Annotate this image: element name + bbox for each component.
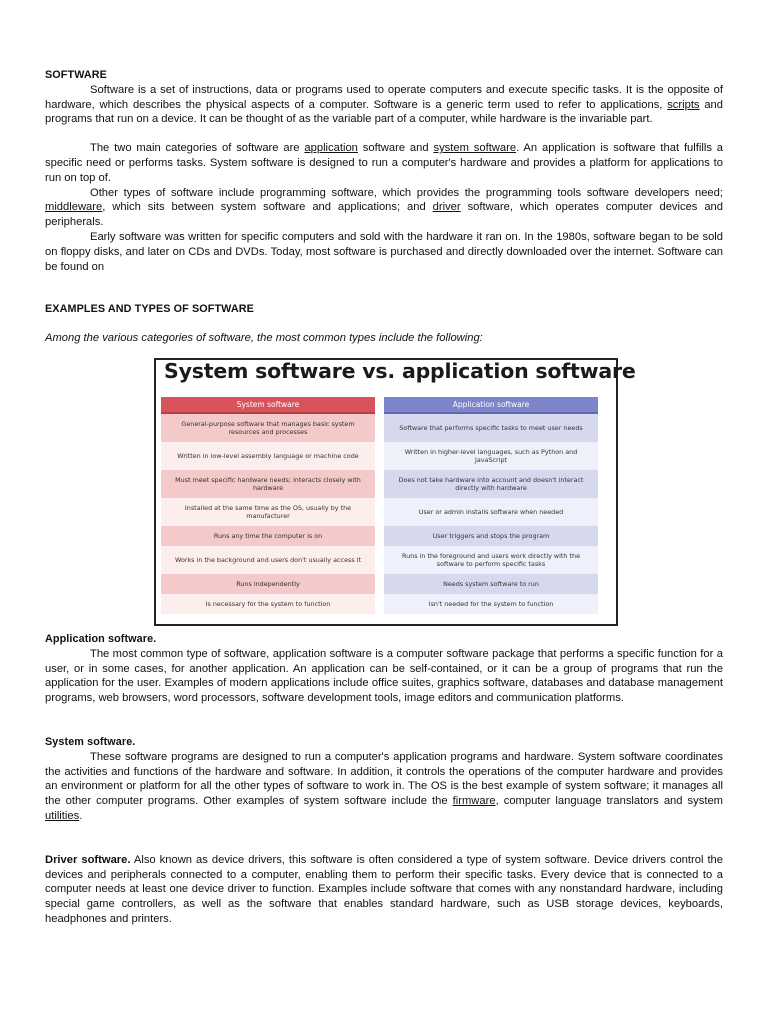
system-row-6: Works in the background and users don't usually access it [161,546,375,574]
intro-paragraph-3: Other types of software include programming software, which provides the programming tools software developers need; middleware, which sits between system software and applications; and driver software, which operates computer devices and peripherals. [45,186,724,229]
application-software-column [384,397,598,614]
system-software-header: System software [161,397,375,414]
system-row-1: General-purpose software that manages basic system resources and processes [161,414,375,442]
application-row-4: User or admin installs software when needed [384,498,598,526]
system-software-heading: System software. [45,735,136,748]
examples-lead: Among the various categories of software, the most common types include the following: [45,332,483,345]
system-row-7: Runs independently [161,574,375,594]
application-row-2: Written in higher-level languages, such as Python and JavaScript [384,442,598,470]
system-row-8: Is necessary for the system to function [161,594,375,614]
application-row-7: Needs system software to run [384,574,598,594]
system-software-link[interactable]: system software [433,142,517,155]
driver-software-heading: Driver software. [45,853,131,866]
system-row-4: Installed at the same time as the OS, usually by the manufacturer [161,498,375,526]
intro-paragraph-2: The two main categories of software are application software and system software. An application is software that fulfills a specific need or performs tasks. System software is designed to run a computer's hardware and provides a platform for applications to run on top of. [45,142,724,184]
system-software-paragraph: These software programs are designed to run a computer's application programs and hardware. System software coordinates the activities and functions of the hardware and software. In addition, it controls the operations of the computer hardware and provides an environment or platform for all the other types of software to work in. The OS is the best example of system software; it manages all the other computer programs. Other examples of system software include the firmware, computer language translators and system utilities. [45,750,723,822]
firmware-link[interactable]: firmware [452,795,496,808]
examples-heading: EXAMPLES AND TYPES OF SOFTWARE [45,303,254,316]
comparison-figure [154,358,636,626]
application-row-3: Does not take hardware into account and doesn't interact directly with hardware [384,470,598,498]
utilities-link[interactable]: utilities [45,809,80,822]
application-row-1: Software that performs specific tasks to meet user needs [384,414,598,442]
driver-link[interactable]: driver [432,201,461,214]
middleware-link[interactable]: middleware [45,201,103,214]
application-software-heading: Application software. [45,632,157,645]
application-link[interactable]: application [304,142,358,155]
system-row-5: Runs any time the computer is on [161,526,375,546]
application-row-5: User triggers and stops the program [384,526,598,546]
intro-paragraph-1: Software is a set of instructions, data or programs used to operate computers and execute specific tasks. It is the opposite of hardware, which describes the physical aspects of a computer. Software is a generic term used to refer to applications, scripts and programs that run on a device. It can be thought of as the variable part of a computer, while hardware is the invariable part. [45,83,723,126]
system-row-2: Written in low-level assembly language or machine code [161,442,375,470]
scripts-link[interactable]: scripts [667,98,700,111]
document-page [45,68,723,927]
intro-paragraph-4: Early software was written for specific computers and sold with the hardware it ran on. In the 1980s, software began to be sold on floppy disks, and later on CDs and DVDs. Today, most software is purchased and directly downloaded over the internet. Software can be found on [45,230,723,273]
figure-title: System software vs. application software [164,358,636,383]
application-software-header: Application software [384,397,598,414]
application-row-8: Isn't needed for the system to function [384,594,598,614]
application-row-6: Runs in the foreground and users work directly with the software to perform specific tasks [384,546,598,574]
software-heading: SOFTWARE [45,69,107,81]
application-software-paragraph: The most common type of software, application software is a computer software package that performs a specific function for a user, or in some cases, for another application. An application can be self-contained, or it can be a group of programs that run the application for the user. Examples of modern applications include office suites, graphics software, databases and database management programs, web browsers, word processors, software development tools, image editors and communication platforms. [45,647,723,705]
system-software-column [161,397,375,614]
system-row-3: Must meet specific hardware needs; interacts closely with hardware [161,470,375,498]
driver-software-paragraph: Driver software. Also known as device drivers, this software is often considered a type of system software. Device drivers control the devices and peripherals connected to a computer, enabling them to perform their specific tasks. Every device that is connected to a computer needs at least one device driver to function. Examples include software that comes with any nonstandard hardware, including special game controllers, as well as the software that enables standard hardware, such as USB storage devices, keyboards, headphones and printers. [45,853,724,925]
